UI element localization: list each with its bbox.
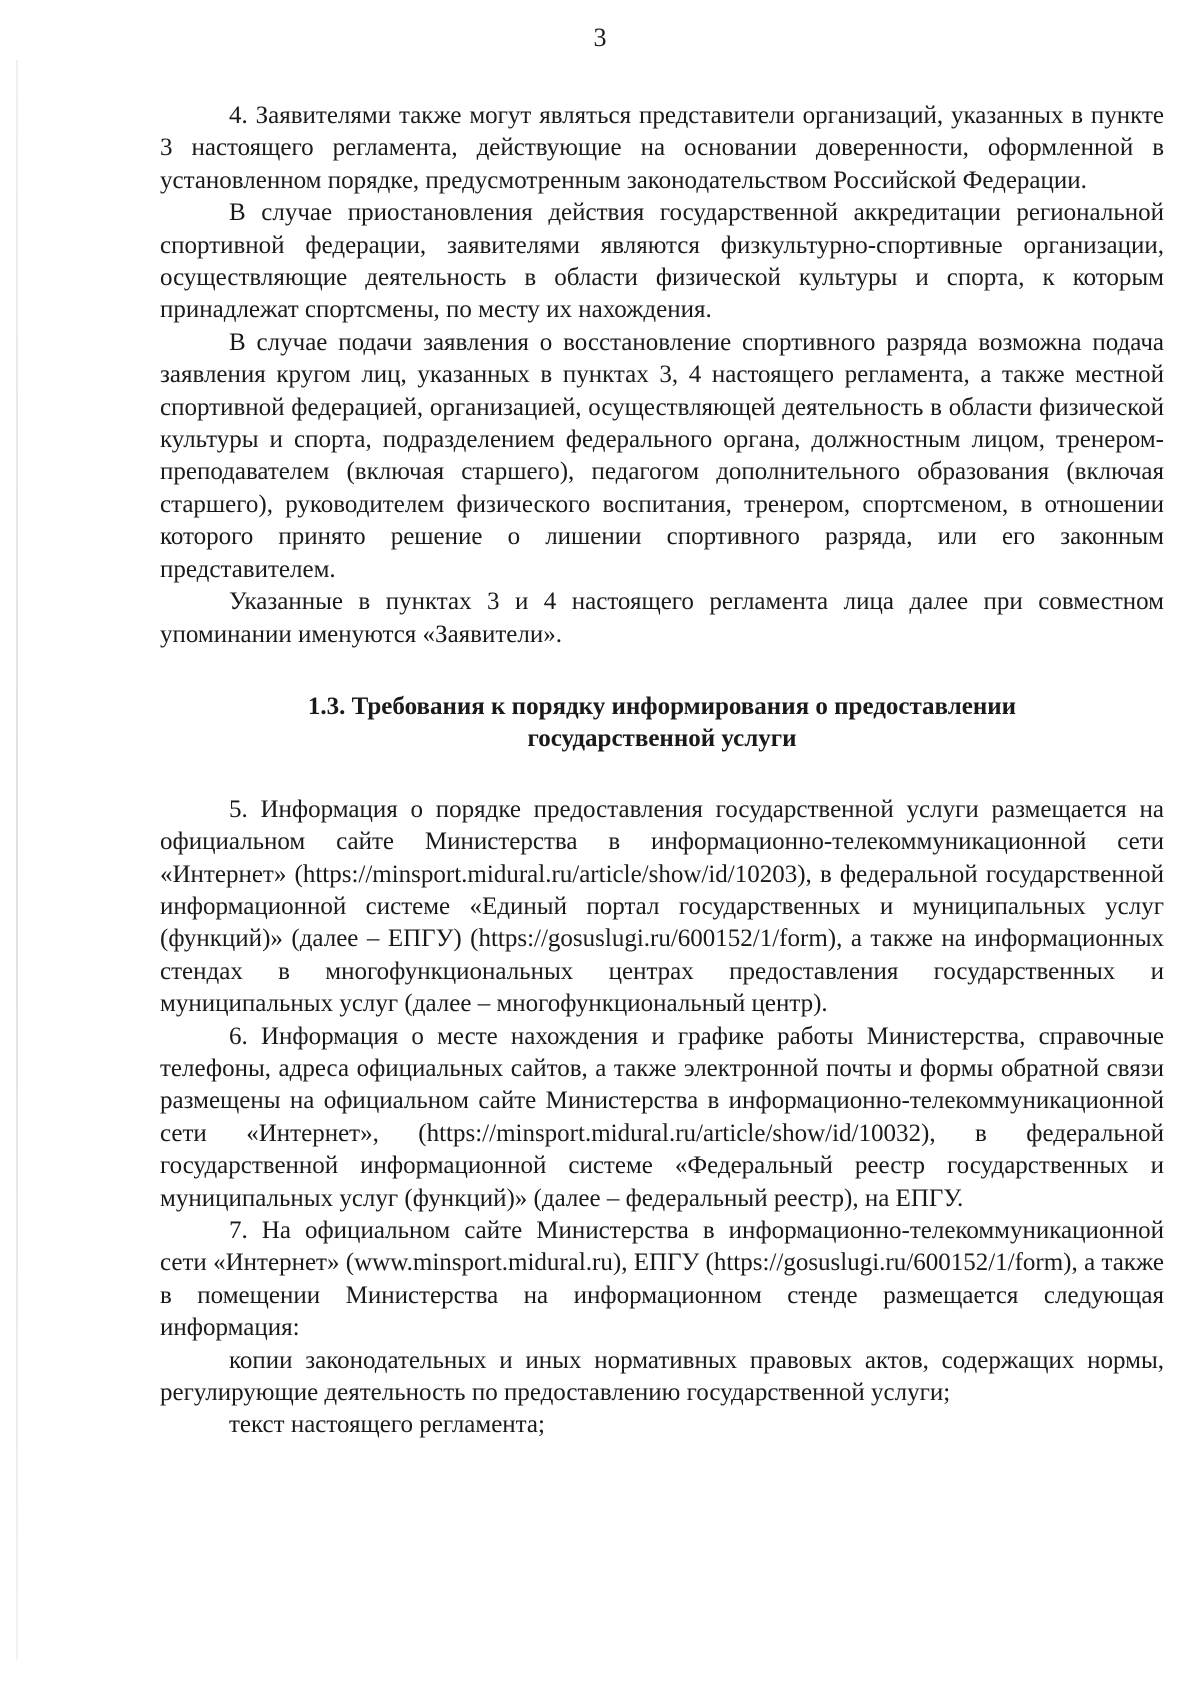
paragraph-regulation-text: текст настоящего регламента;: [229, 1411, 545, 1439]
document-body: [160, 100, 1164, 1442]
paragraph-legal-acts: копии законодательных и иных нормативных правовых актов, содержащих нормы, регулирующие деятельность по предоставлению государственной услуги;: [160, 1346, 1164, 1407]
paragraph-item-6: 6. Информация о месте нахождения и графике работы Министерства, справочные телефоны, адреса официальных сайтов, а также электронной почты и формы обратной связи размещены на официальном сайте Министерства в информационно-телекоммуникационной сети «Интернет», (https://minsport.midural.ru/article/show/id/10032), в федеральной государственной информационной системе «Федеральный реестр государственных и муниципальных услуг (функций)» (далее – федеральный реестр), на ЕПГУ.: [160, 1022, 1164, 1212]
paragraph-item-5: 5. Информация о порядке предоставления государственной услуги размещается на официальном сайте Министерства в информационно-телекоммуникационной сети «Интернет» (https://minsport.midural.ru/article/show/id/10203), в федеральной государственной информационной системе «Единый портал государственных и муниципальных услуг (функций)» (далее – ЕПГУ) (https://gosuslugi.ru/600152/1/form), а также на информационных стендах в многофункциональных центрах предоставления государственных и муниципальных услуг (далее – многофункциональный центр).: [160, 795, 1164, 1018]
section-heading: 1.3. Требования к порядку информирования о предоставлении государственной услуги: [307, 692, 1017, 753]
paragraph-item-7: 7. На официальном сайте Министерства в информационно-телекоммуникационной сети «Интернет» (www.minsport.midural.ru), ЕПГУ (https://gosuslugi.ru/600152/1/form), а также в помещении Министерства на информационном стенде размещается следующая информация:: [160, 1217, 1164, 1342]
paragraph-applicants-definition: Указанные в пунктах 3 и 4 настоящего регламента лица далее при совместном упоминании именуются «Заявители».: [160, 588, 1164, 648]
paragraph-rank-restoration: В случае подачи заявления о восстановление спортивного разряда возможна подача заявления кругом лиц, указанных в пунктах 3, 4 настоящего регламента, а также местной спортивной федерацией, организацией, осуществляющей деятельность в области физической культуры и спорта, подразделением федерального органа, должностным лицом, тренером-преподавателем (включая старшего), педагогом дополнительного образования (включая старшего), руководителем физического воспитания, тренером, спортсменом, в отношении которого принято решение о лишении спортивного разряда, или его законным представителем.: [160, 328, 1164, 583]
paragraph-accreditation-suspension: В случае приостановления действия государственной аккредитации региональной спортивной федерации, заявителями являются физкультурно-спортивные организации, осуществляющие деятельность в области физической культуры и спорта, к которым принадлежат спортсмены, по месту их нахождения.: [160, 199, 1164, 324]
paragraph-item-4: 4. Заявителями также могут являться представители организаций, указанных в пункте 3 настоящего регламента, действующие на основании доверенности, оформленной в установленном порядке, предусмотренным законодательством Российской Федерации.: [160, 102, 1164, 194]
page-number: 3: [593, 23, 607, 52]
scan-edge-shadow: [16, 60, 18, 1660]
